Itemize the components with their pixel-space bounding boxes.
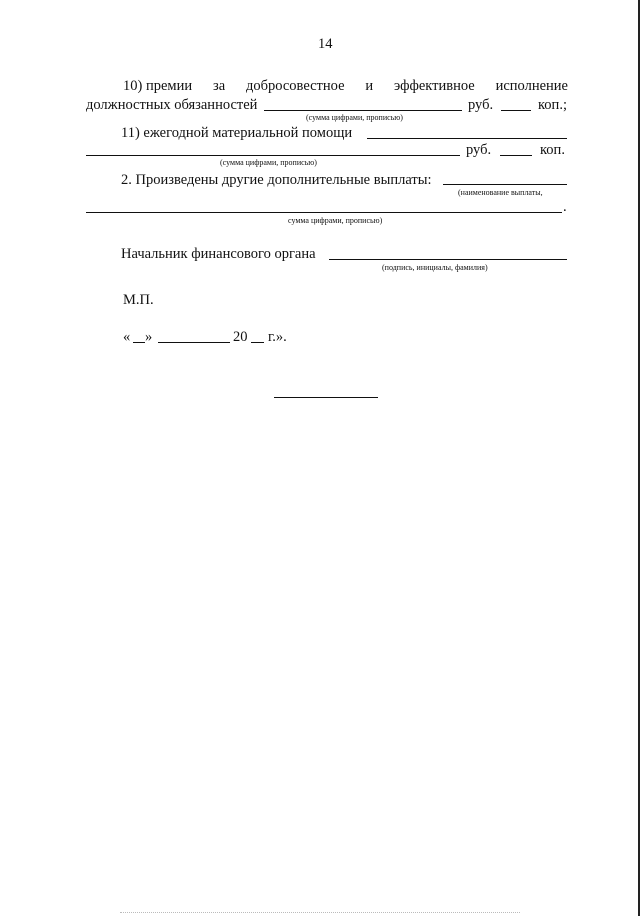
item10-amount-line: [264, 110, 462, 111]
date-day-line: [133, 342, 145, 343]
item10-line1: [123, 78, 568, 95]
item10-rub: руб.: [468, 97, 494, 113]
date-year-line: [251, 342, 264, 343]
signature-caption: (подпись, инициалы, фамилия): [382, 263, 488, 272]
section2-label: 2. Произведены другие дополнительные выплаты:: [121, 172, 432, 188]
item10-kop: коп.;: [538, 97, 567, 113]
section2-caption1: (наименование выплаты,: [458, 188, 543, 197]
section2-period: .: [563, 199, 567, 215]
scan-bottom-edge: [120, 912, 520, 913]
item10-word: эффективное: [394, 78, 475, 94]
item11-rub: руб.: [466, 142, 492, 158]
date-open-quote: «: [123, 329, 131, 345]
signature-label: Начальник финансового органа: [121, 246, 316, 262]
item11-kop-line: [500, 155, 532, 156]
item10-word: 10) премии: [123, 78, 193, 94]
item10-line2-label: должностных обязанностей: [86, 97, 258, 113]
item11-amount-line: [86, 155, 460, 156]
date-month-line: [158, 342, 230, 343]
item11-caption: (сумма цифрами, прописью): [220, 158, 317, 167]
item10-word: за: [212, 78, 226, 94]
signature-line: [329, 259, 567, 260]
item10-word: и: [365, 78, 374, 94]
item10-word: исполнение: [495, 78, 568, 94]
section2-caption2: сумма цифрами, прописью): [288, 216, 383, 225]
date-year-prefix: 20: [233, 329, 248, 345]
page-number: 14: [318, 36, 333, 52]
item10-word: добросовестное: [246, 78, 345, 94]
item11-line1-blank: [367, 138, 567, 139]
date-suffix: г.».: [268, 329, 287, 345]
item11-label: 11) ежегодной материальной помощи: [121, 125, 353, 141]
section2-line2-blank: [86, 212, 562, 213]
stamp-mark: М.П.: [123, 292, 154, 308]
item11-kop: коп.: [540, 142, 565, 158]
item10-kop-line: [501, 110, 531, 111]
closing-rule: [274, 397, 378, 398]
section2-line1-blank: [443, 184, 567, 185]
date-close-quote: »: [145, 329, 153, 345]
item10-caption: (сумма цифрами, прописью): [306, 113, 403, 122]
